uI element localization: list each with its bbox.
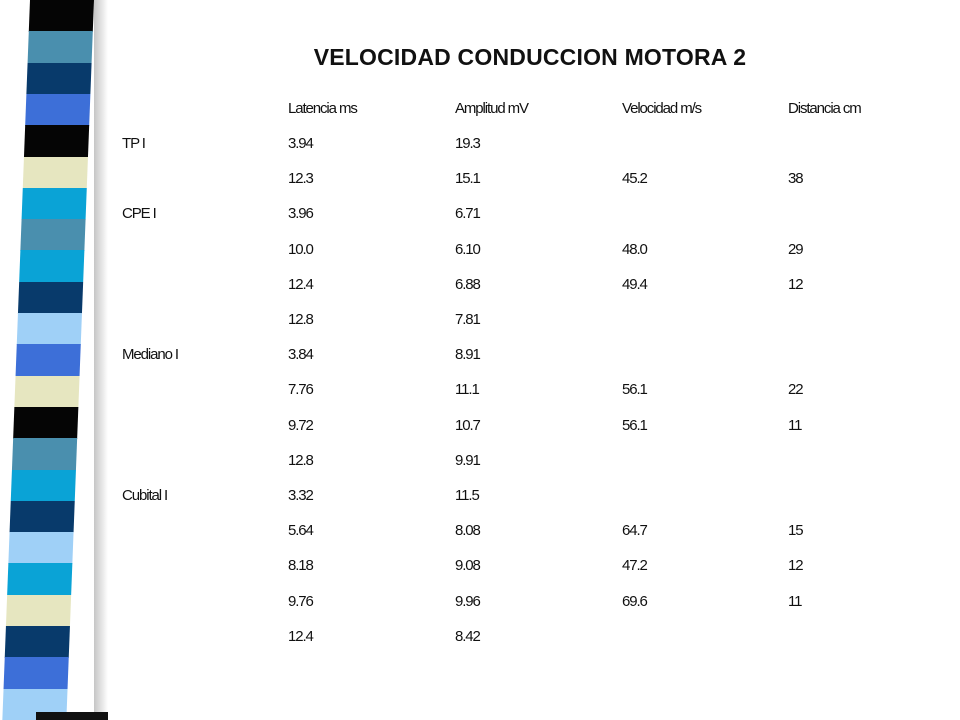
cell-latencia: 12.8 — [288, 451, 313, 469]
cell-velocidad: 49.4 — [622, 275, 647, 293]
cell-latencia: 9.72 — [288, 416, 313, 434]
cell-distancia: 11 — [788, 416, 802, 434]
cell-latencia: 5.64 — [288, 522, 313, 540]
cell-amplitud: 8.08 — [455, 522, 480, 540]
cell-distancia: 12 — [788, 557, 803, 575]
cell-velocidad: 56.1 — [622, 381, 647, 399]
cell-latencia: 12.4 — [288, 627, 313, 645]
cell-velocidad: 69.6 — [622, 592, 647, 610]
cell-latencia: 9.76 — [288, 592, 313, 610]
cell-velocidad: 64.7 — [622, 522, 647, 540]
cell-latencia: 3.94 — [288, 135, 313, 152]
cell-velocidad: 45.2 — [622, 170, 647, 188]
cell-velocidad: 48.0 — [622, 240, 647, 258]
cell-amplitud: 6.88 — [455, 275, 480, 293]
cell-amplitud: 6.10 — [455, 240, 480, 258]
cell-latencia: 10.0 — [288, 240, 313, 258]
cell-amplitud: 9.08 — [455, 557, 480, 575]
cell-label: TP I — [122, 135, 145, 152]
cell-distancia: 12 — [788, 275, 803, 293]
cell-amplitud: 10.7 — [455, 416, 480, 434]
cell-amplitud: 6.71 — [455, 205, 480, 223]
cell-distancia: 15 — [788, 522, 803, 540]
cell-amplitud: 8.42 — [455, 627, 480, 645]
cell-distancia: 38 — [788, 170, 803, 188]
cell-latencia: 7.76 — [288, 381, 313, 399]
cell-latencia: 3.84 — [288, 346, 313, 364]
cell-amplitud: 7.81 — [455, 311, 480, 328]
header-amplitud: Amplitud mV — [455, 100, 528, 117]
cell-distancia: 22 — [788, 381, 803, 399]
cell-latencia: 12.8 — [288, 311, 313, 328]
header-velocidad: Velocidad m/s — [622, 100, 702, 117]
cell-distancia: 29 — [788, 240, 803, 258]
cell-amplitud: 15.1 — [455, 170, 480, 188]
cell-latencia: 3.96 — [288, 205, 313, 223]
cell-label: Cubital I — [122, 487, 168, 504]
header-distancia: Distancia cm — [788, 100, 861, 117]
cell-velocidad: 56.1 — [622, 416, 647, 434]
cell-label: CPE I — [122, 205, 156, 223]
cell-distancia: 11 — [788, 592, 802, 610]
cell-latencia: 8.18 — [288, 557, 313, 575]
slide-title: VELOCIDAD CONDUCCION MOTORA 2 — [313, 44, 747, 70]
cell-latencia: 3.32 — [288, 487, 313, 504]
cell-amplitud: 19.3 — [455, 135, 480, 152]
cell-amplitud: 9.91 — [455, 451, 480, 469]
cell-latencia: 12.4 — [288, 275, 313, 293]
cell-amplitud: 11.1 — [455, 381, 479, 399]
cell-amplitud: 9.96 — [455, 592, 480, 610]
cell-velocidad: 47.2 — [622, 557, 647, 575]
cell-latencia: 12.3 — [288, 170, 313, 188]
cell-label: Mediano I — [122, 346, 178, 364]
cell-amplitud: 11.5 — [455, 487, 479, 504]
header-latencia: Latencia ms — [288, 100, 357, 117]
cell-amplitud: 8.91 — [455, 346, 480, 364]
